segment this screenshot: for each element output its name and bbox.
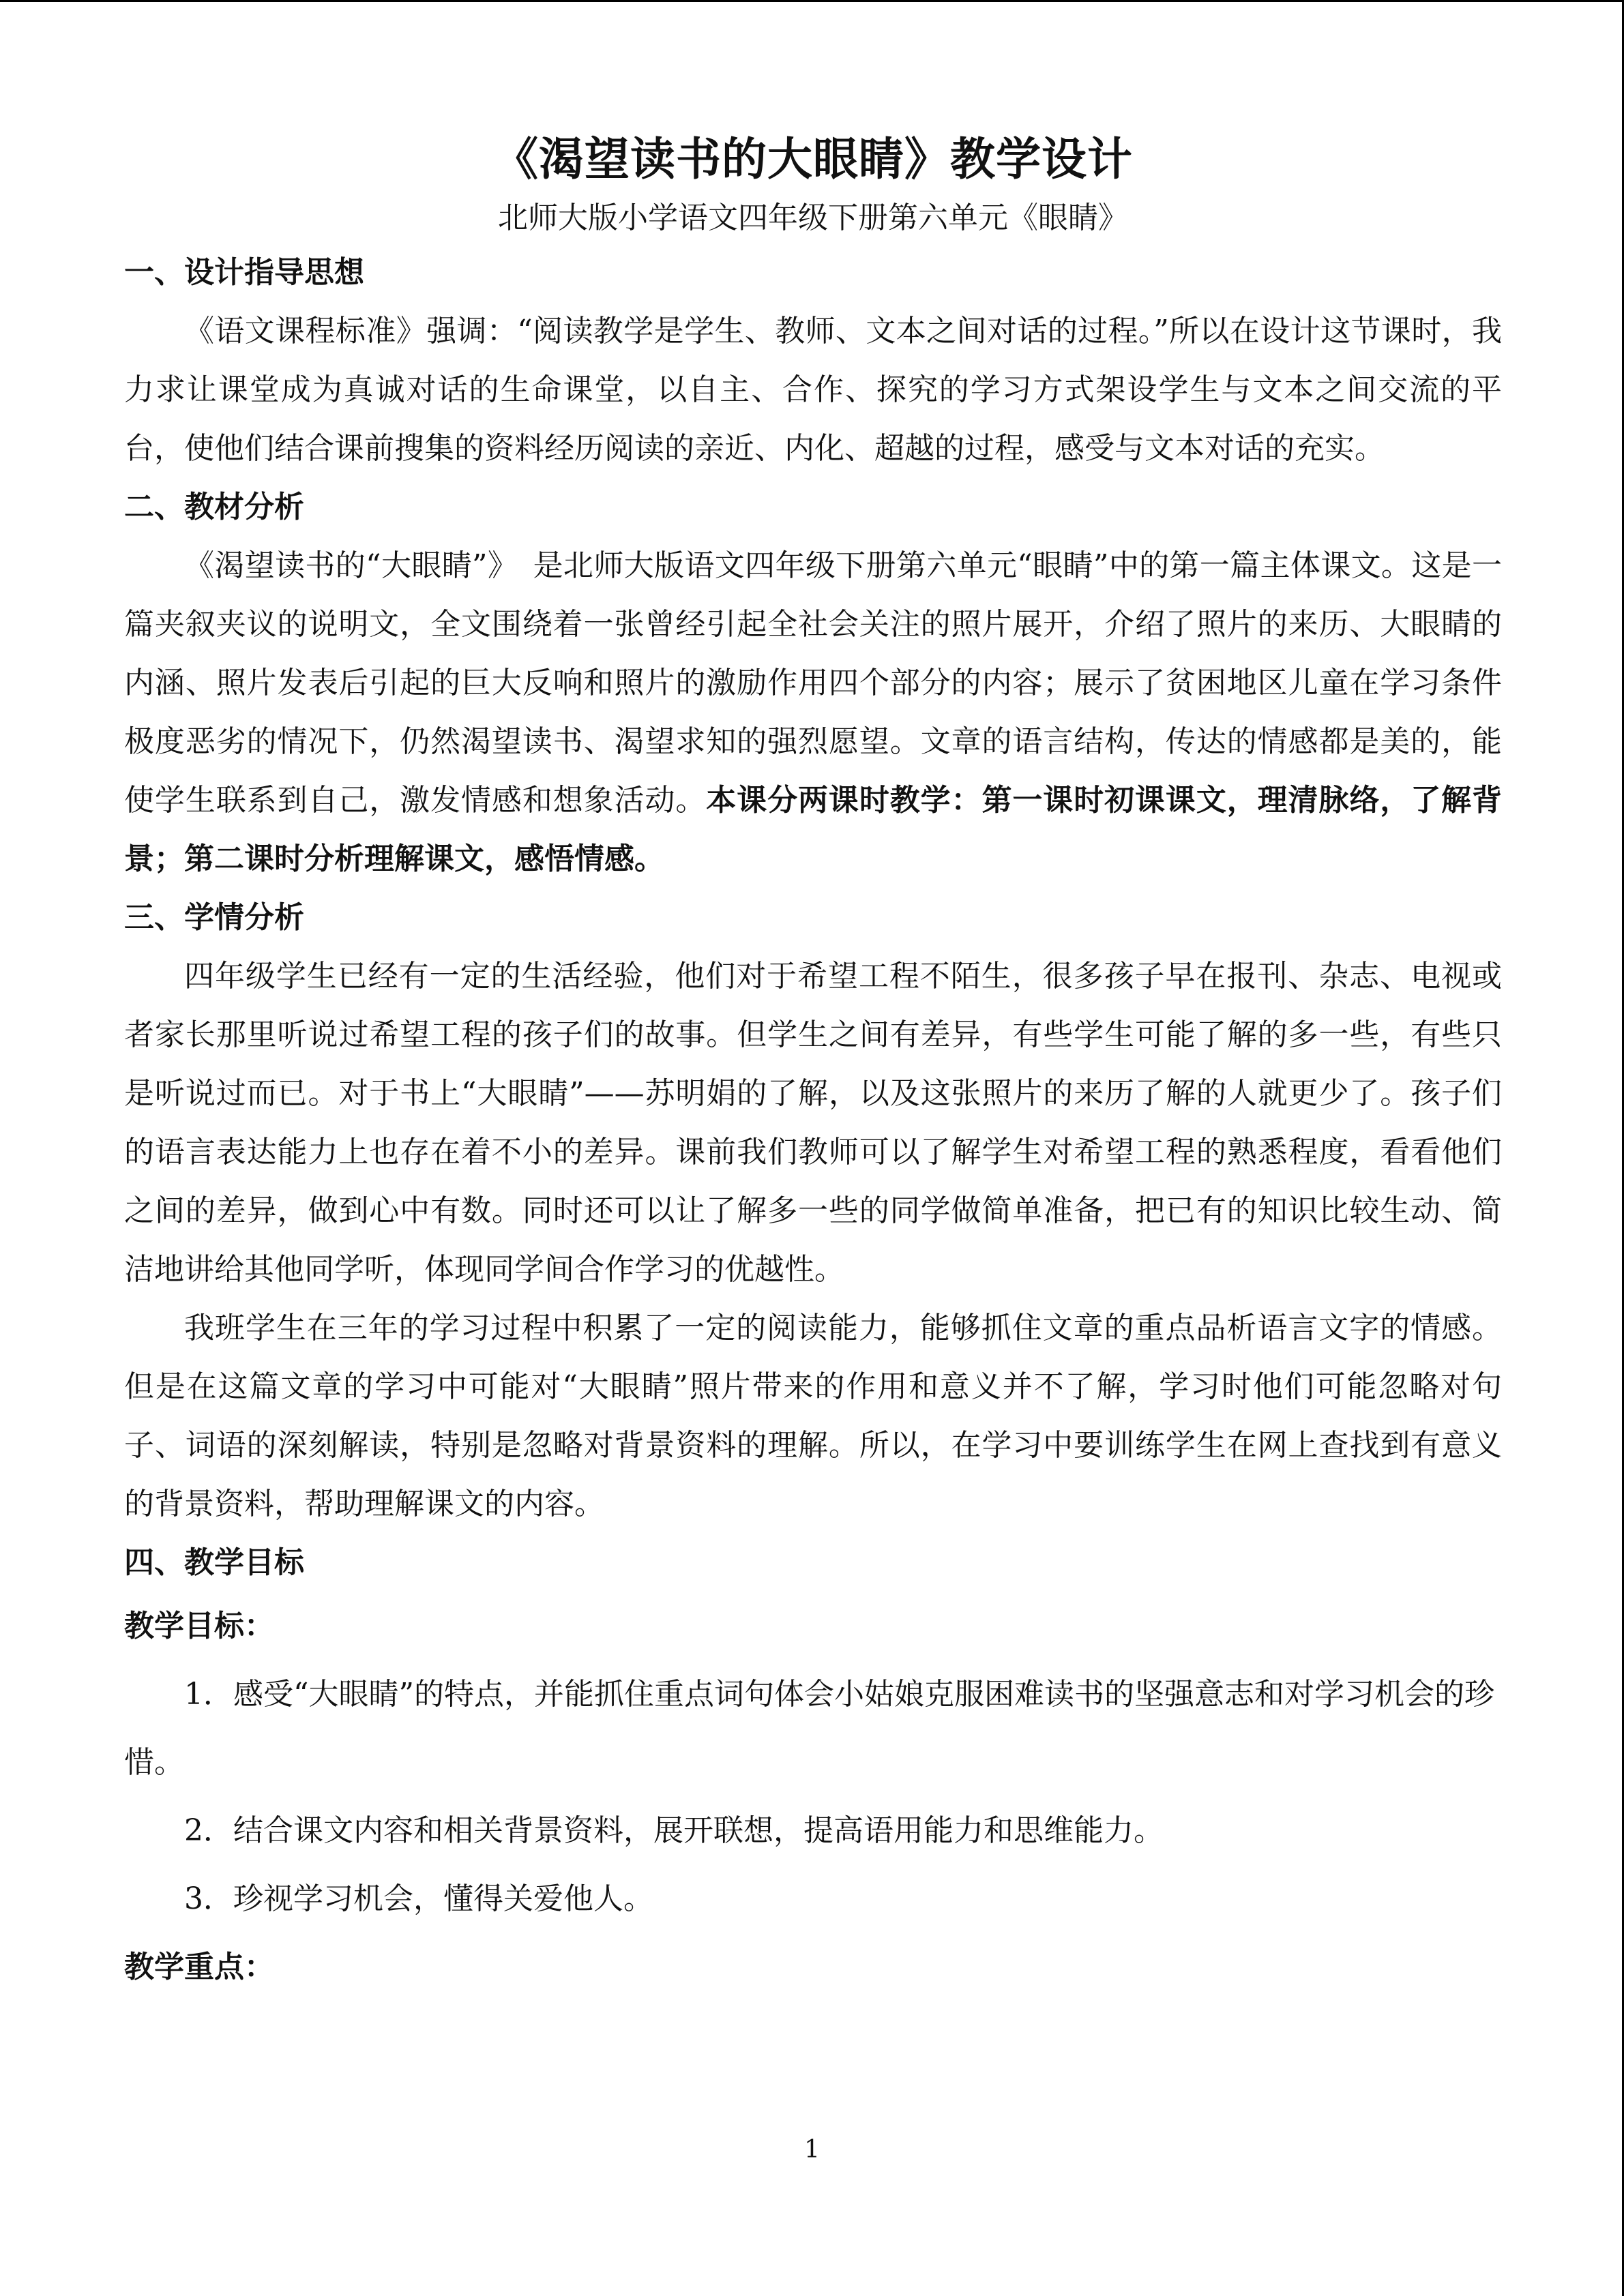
lesson-schedule-text: 本课分两课时教学：第一课时初课课文，理清脉络，了解背景；第二课时分析理解课文，感悟情感。 — [124, 783, 1503, 876]
teaching-goals-label: 教学目标： — [124, 1609, 274, 1643]
section-heading-student-analysis: 三、学情分析 — [124, 900, 304, 935]
document-subtitle: 北师大版小学语文四年级下册第六单元《眼睛》 — [498, 200, 1128, 235]
section-heading-teaching-goals: 四、教学目标 — [124, 1545, 304, 1580]
material-analysis-text: 《渴望读书的“大眼睛”》 是北师大版语文四年级下册第六单元“眼睛”中的第一篇主体课文。这是一篇夹叙夹议的说明文，全文围绕着一张曾经引起全社会关注的照片展开，介绍了照片的来历、大眼睛的内涵、照片发表后引起的巨大反响和照片的激励作用四个部分的内容；展示了贫困地区儿童在学习条件极度恶劣的情况下，仍然渴望读书、渴望求知的强烈愿望。文章的语言结构，传达的情感都是美的，能使学生联系到自己，激发情感和想象活动。 — [124, 548, 1502, 818]
document-title: 《渴望读书的大眼睛》教学设计 — [493, 132, 1133, 185]
section-heading-material-analysis: 二、教材分析 — [124, 490, 304, 524]
paragraph-student-analysis-2: 我班学生在三年的学习过程中积累了一定的阅读能力，能够抓住文章的重点品析语言文字的情感。但是在这篇文章的学习中可能对“大眼睛”照片带来的作用和意义并不了解，学习时他们可能忽略对句子、词语的深刻解读，特别是忽略对背景资料的理解。所以，在学习中要训练学生在网上查找到有意义的背景资料，帮助理解课文的内容。 — [124, 1311, 1502, 1521]
paragraph-material-analysis — [124, 537, 1502, 889]
teaching-goal-item: 1．感受“大眼睛”的特点，并能抓住重点词句体会小姑娘克服困难读书的坚强意志和对学习机会的珍惜。 — [124, 1677, 1494, 1780]
teaching-goal-item: 2．结合课文内容和相关背景资料，展开联想，提高语用能力和思维能力。 — [184, 1813, 1164, 1848]
paragraph-student-analysis-1: 四年级学生已经有一定的生活经验，他们对于希望工程不陌生，很多孩子早在报刊、杂志、电视或者家长那里听说过希望工程的孩子们的故事。但学生之间有差异，有些学生可能了解的多一些，有些只是听说过而已。对于书上“大眼睛”——苏明娟的了解，以及这张照片的来历了解的人就更少了。孩子们的语言表达能力上也存在着不小的差异。课前我们教师可以了解学生对希望工程的熟悉程度，看看他们之间的差异，做到心中有数。同时还可以让了解多一些的同学做简单准备，把已有的知识比较生动、简洁地讲给其他同学听，体现同学间合作学习的优越性。 — [124, 959, 1503, 1287]
teaching-goal-item: 3．珍视学习机会，懂得关爱他人。 — [184, 1881, 653, 1916]
document-body — [124, 125, 1502, 2001]
section-heading-guiding-thought: 一、设计指导思想 — [124, 255, 364, 290]
teaching-focus-label: 教学重点： — [124, 1950, 274, 1984]
paragraph-guiding-thought: 《语文课程标准》强调：“阅读教学是学生、教师、文本之间对话的过程。”所以在设计这节课时，我力求让课堂成为真诚对话的生命课堂，以自主、合作、探究的学习方式架设学生与文本之间交流的平台，使他们结合课前搜集的资料经历阅读的亲近、内化、超越的过程，感受与文本对话的充实。 — [124, 314, 1502, 466]
page-number: 1 — [804, 2136, 820, 2164]
